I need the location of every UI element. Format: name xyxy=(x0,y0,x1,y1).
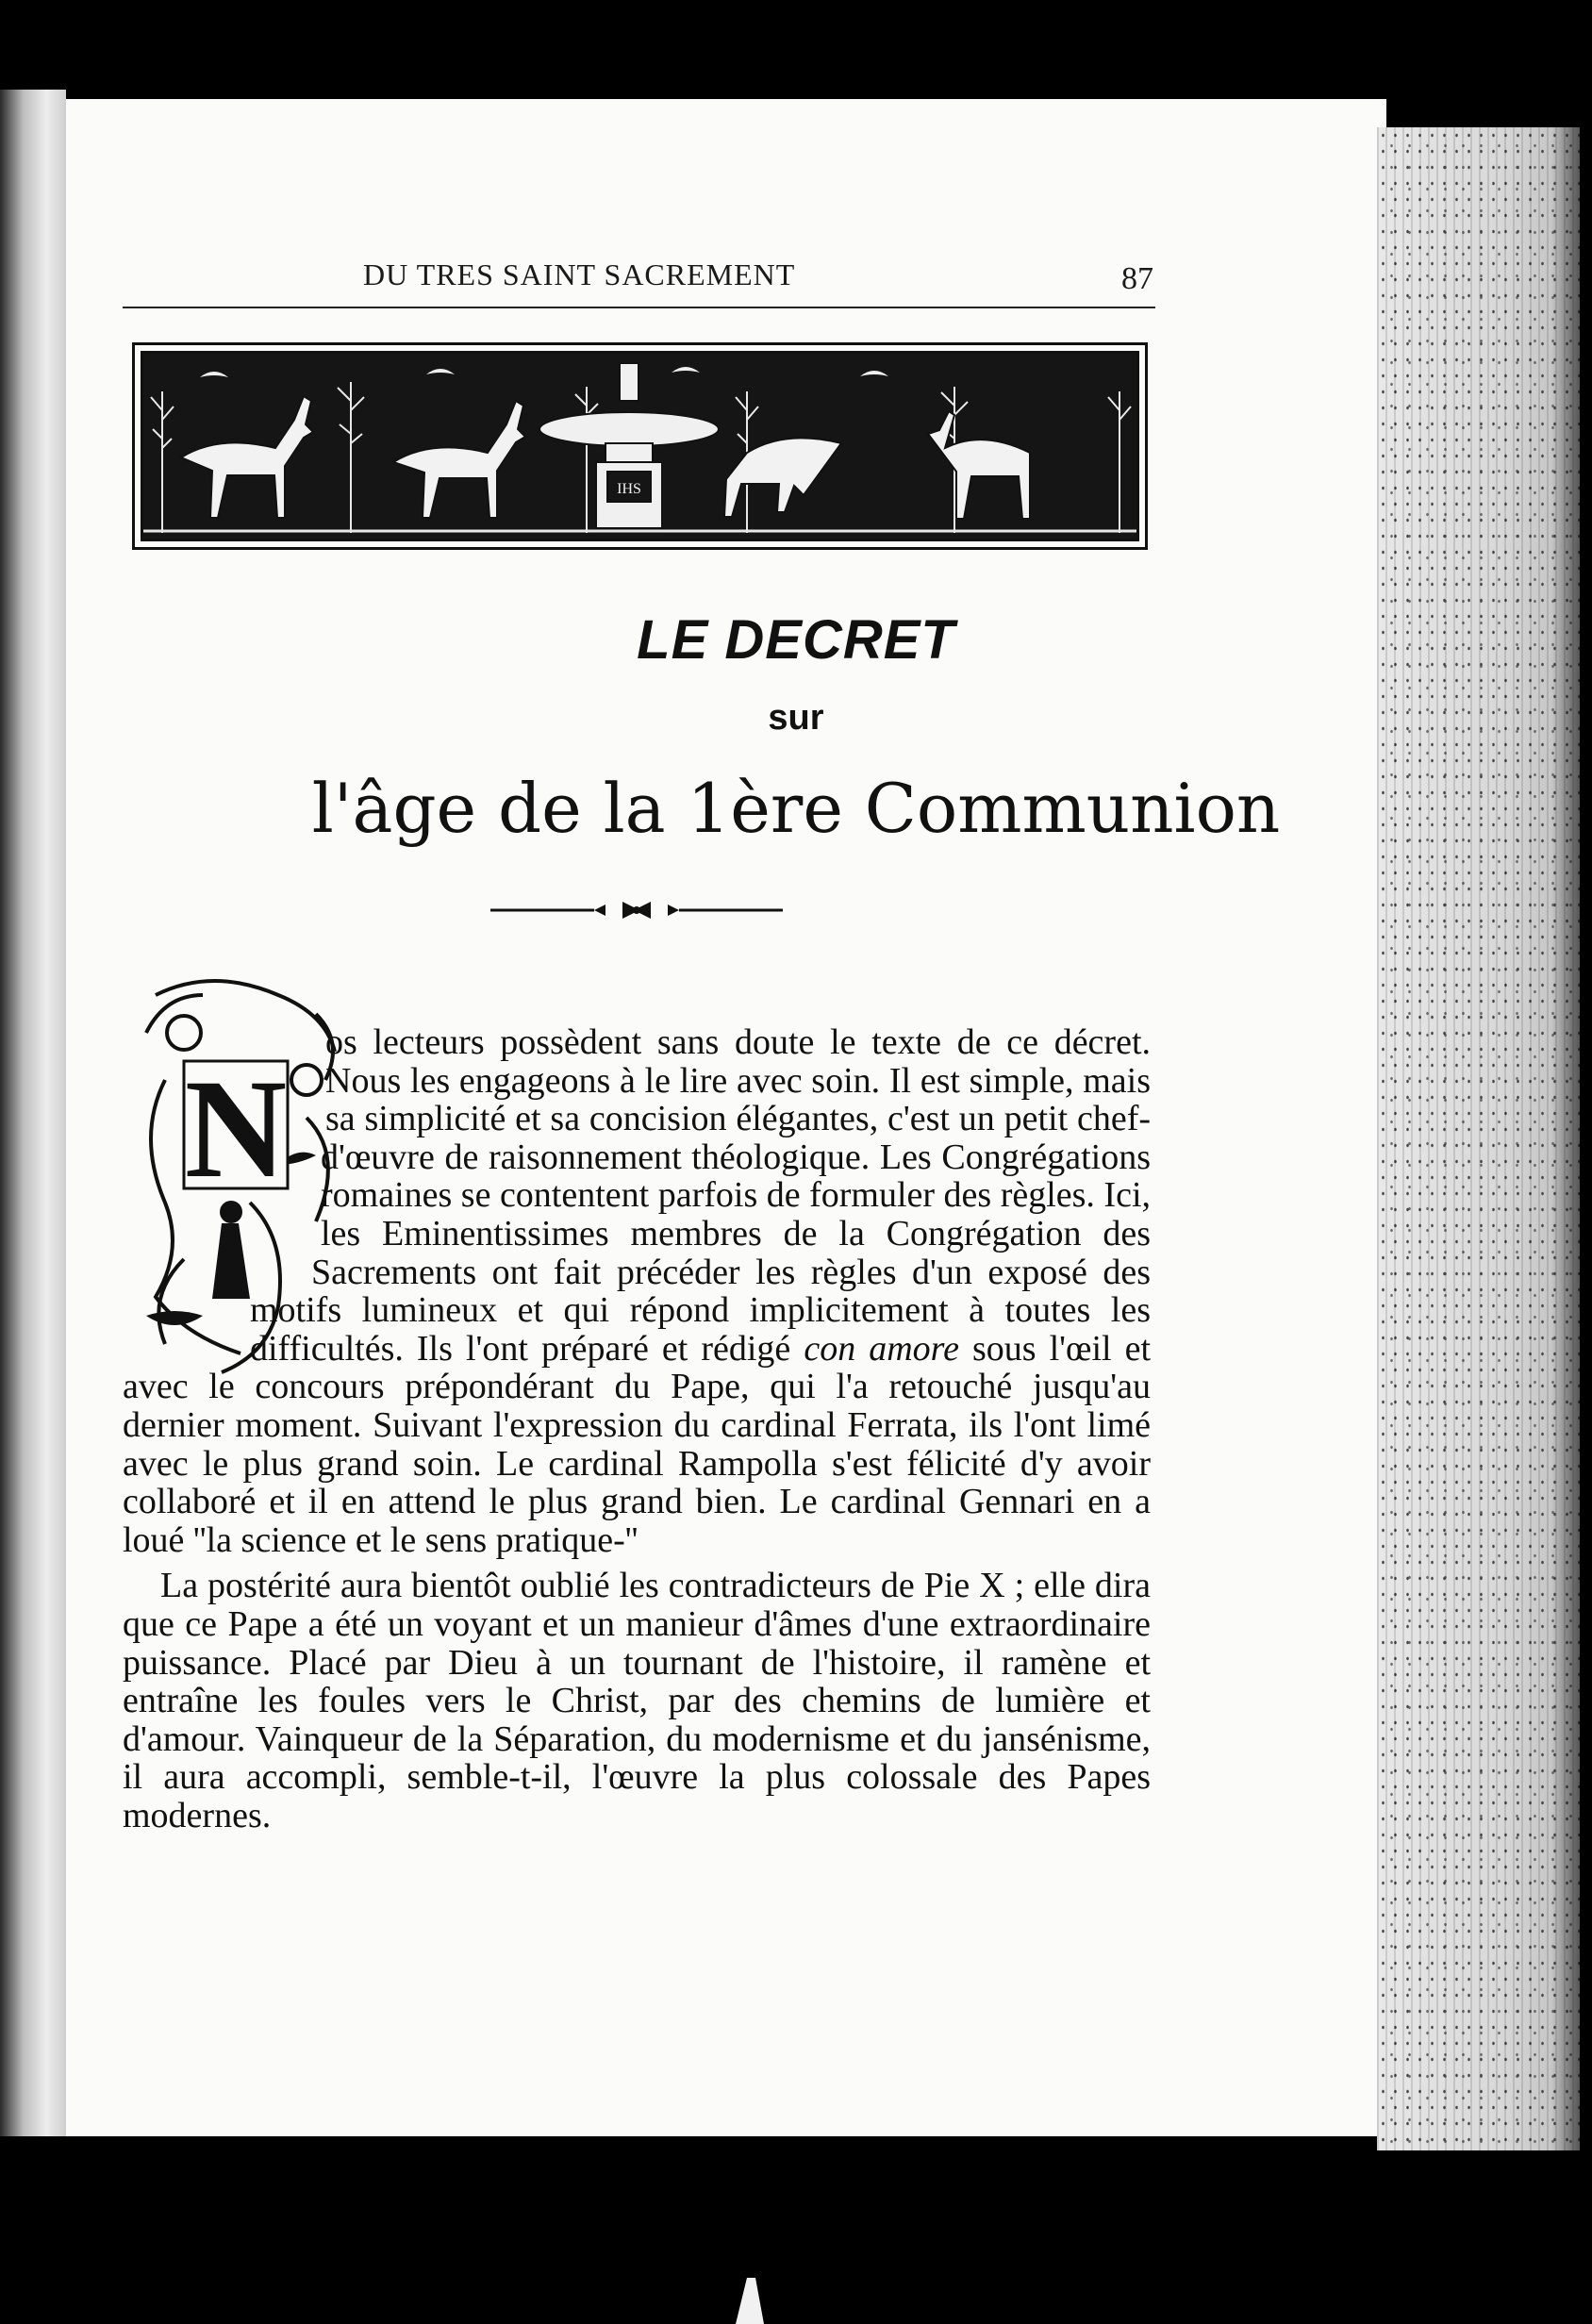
chapter-subtitle-connector: sur xyxy=(768,698,824,738)
fountain-label: IHS xyxy=(617,481,641,497)
chapter-subtitle: l'âge de la 1ère Communion xyxy=(311,769,1281,848)
running-head xyxy=(123,257,1155,308)
running-title: DU TRES SAINT SACREMENT xyxy=(363,257,796,291)
chapter-title: LE DECRET xyxy=(637,609,955,671)
body-text xyxy=(123,1023,1151,1834)
stags-and-fountain-engraving-icon xyxy=(143,354,1136,539)
page-number: 87 xyxy=(1121,261,1153,296)
headpiece-engraving xyxy=(132,342,1148,550)
drop-cap: N xyxy=(184,1051,288,1207)
previous-page-edge xyxy=(0,90,66,2136)
page-marker xyxy=(736,2278,764,2324)
paragraph-1-end: sous l'œil et avec le concours prépondérant du Pape, qui l'a retouché jusqu'au dernier moment. Suivant l'expression du cardinal Ferrata, ils l'ont limé avec le plus grand soin. Le cardinal Rampolla s'est félicité d'y avoir collaboré et il en attend le plus grand bien. Le cardinal Gennari en a loué ''la science et le sens pratique-'' xyxy=(123,1328,1152,1560)
paragraph-1-text: os lecteurs possèdent sans doute le texte de ce décret. Nous les engageons à le lire avec soin. Il est simple, mais sa simplicité et sa concision élégantes, c'est un petit chef-d'œuvre de raisonnement théologique. Les Congrégations romaines se contentent parfois de formuler des règles. Ici, les Eminentissimes membres de la Congrégation des Sacrements ont fait précéder les règles d'un exposé des motifs lumineux et qui répond implicitement à toutes les difficultés. Ils l'ont préparé et rédigé xyxy=(250,1022,1152,1369)
paragraph-2: La postérité aura bientôt oublié les contradicteurs de Pie X ; elle dira que ce Pape a été un voyant et un manieur d'âmes d'une extraordinaire puissance. Placé par Dieu à un tournant de l'histoire, il ramène et entraîne les foules vers le Christ, par des chemins de lumière et d'amour. Vainqueur de la Séparation, du modernisme et du jansénisme, il aura accompli, semble-t-il, l'œuvre la plus colossale des Papes modernes. xyxy=(123,1566,1151,1835)
title-separator-ornament-icon xyxy=(490,896,783,924)
paragraph-1-italic: con amore xyxy=(804,1328,959,1369)
book-fore-edge xyxy=(1377,127,1580,2150)
initial-float-space xyxy=(123,1023,325,1137)
